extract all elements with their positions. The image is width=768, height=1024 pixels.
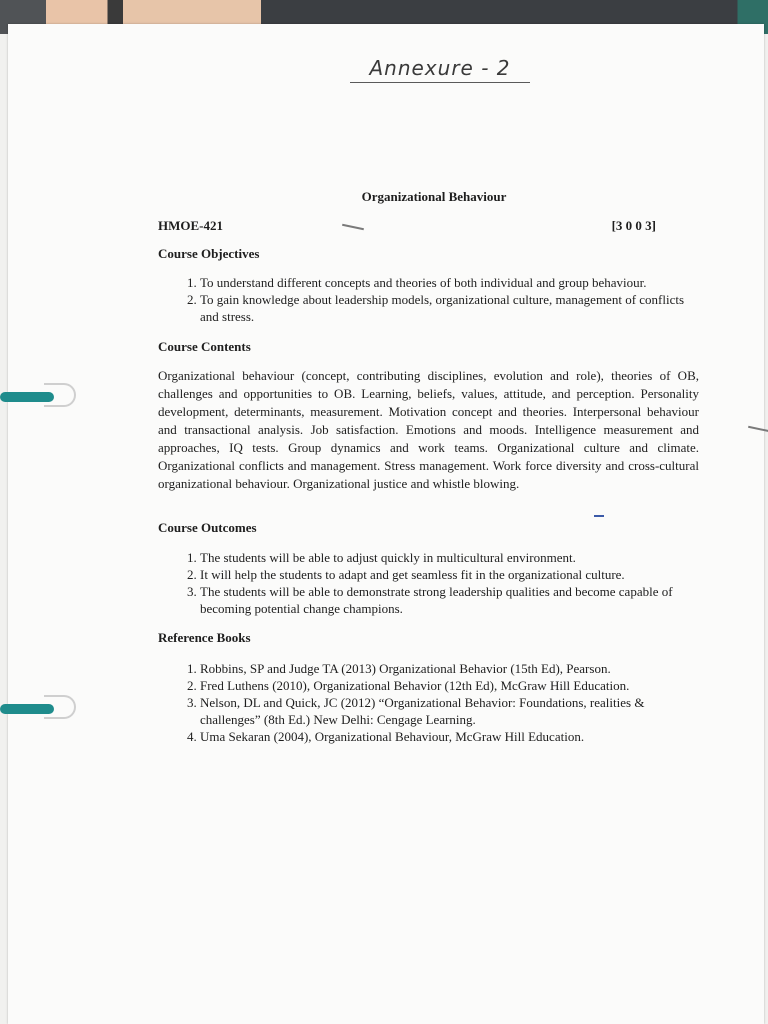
reference-item: 2. Fred Luthens (2010), Organizational Behavior (12th Ed), McGraw Hill Education. (200, 677, 700, 694)
outcomes-list (158, 549, 700, 617)
document-page (8, 24, 764, 1024)
reference-item: 3. Nelson, DL and Quick, JC (2012) “Organizational Behavior: Foundations, realities & challenges” (8th Ed.) New Delhi: Cengage Learning. (200, 694, 700, 728)
outcome-item: 1. The students will be able to adjust quickly in multicultural environment. (200, 549, 700, 566)
outcome-item: 2. It will help the students to adapt and get seamless fit in the organizational culture. (200, 566, 700, 583)
course-title: Organizational Behaviour (361, 189, 507, 204)
outcome-item: 3. The students will be able to demonstrate strong leadership qualities and become capable of becoming potential change champions. (200, 583, 700, 617)
outcomes-heading: Course Outcomes (158, 520, 257, 535)
objectives-list (158, 274, 700, 325)
binder-tie (0, 392, 54, 402)
objective-item: 1. To understand different concepts and theories of both individual and group behaviour. (200, 274, 700, 291)
reference-item: 4. Uma Sekaran (2004), Organizational Behaviour, McGraw Hill Education. (200, 728, 700, 745)
ink-speck (594, 515, 604, 517)
course-credits: [3 0 0 3] (611, 218, 656, 233)
objective-item: 2. To gain knowledge about leadership models, organizational culture, management of conflicts and stress. (200, 291, 700, 325)
binder-tie (0, 704, 54, 714)
contents-heading: Course Contents (158, 339, 251, 354)
course-code-row (158, 218, 656, 234)
reference-item: 1. Robbins, SP and Judge TA (2013) Organizational Behavior (15th Ed), Pearson. (200, 660, 700, 677)
course-code: HMOE-421 (158, 218, 223, 233)
contents-paragraph: Organizational behaviour (concept, contributing disciplines, evolution and role), theories of OB, challenges and opportunities to OB. Learning, beliefs, values, attitude, and perception. Personality development, determinants, measurement. Motivation concept and theories. Interpersonal behaviour and transactional analysis. Job satisfaction. Emotions and moods. Intelligence measurement and approaches, IQ tests. Group dynamics and work teams. Organizational culture and climate. Organizational conflicts and management. Stress management. Work force diversity and cross-cultural organizational behaviour. Organizational justice and whistle blowing. (158, 368, 699, 491)
references-heading: Reference Books (158, 630, 251, 645)
annexure-annotation: Annexure - 2 (350, 56, 530, 83)
objectives-heading: Course Objectives (158, 246, 260, 261)
references-list (158, 660, 700, 745)
